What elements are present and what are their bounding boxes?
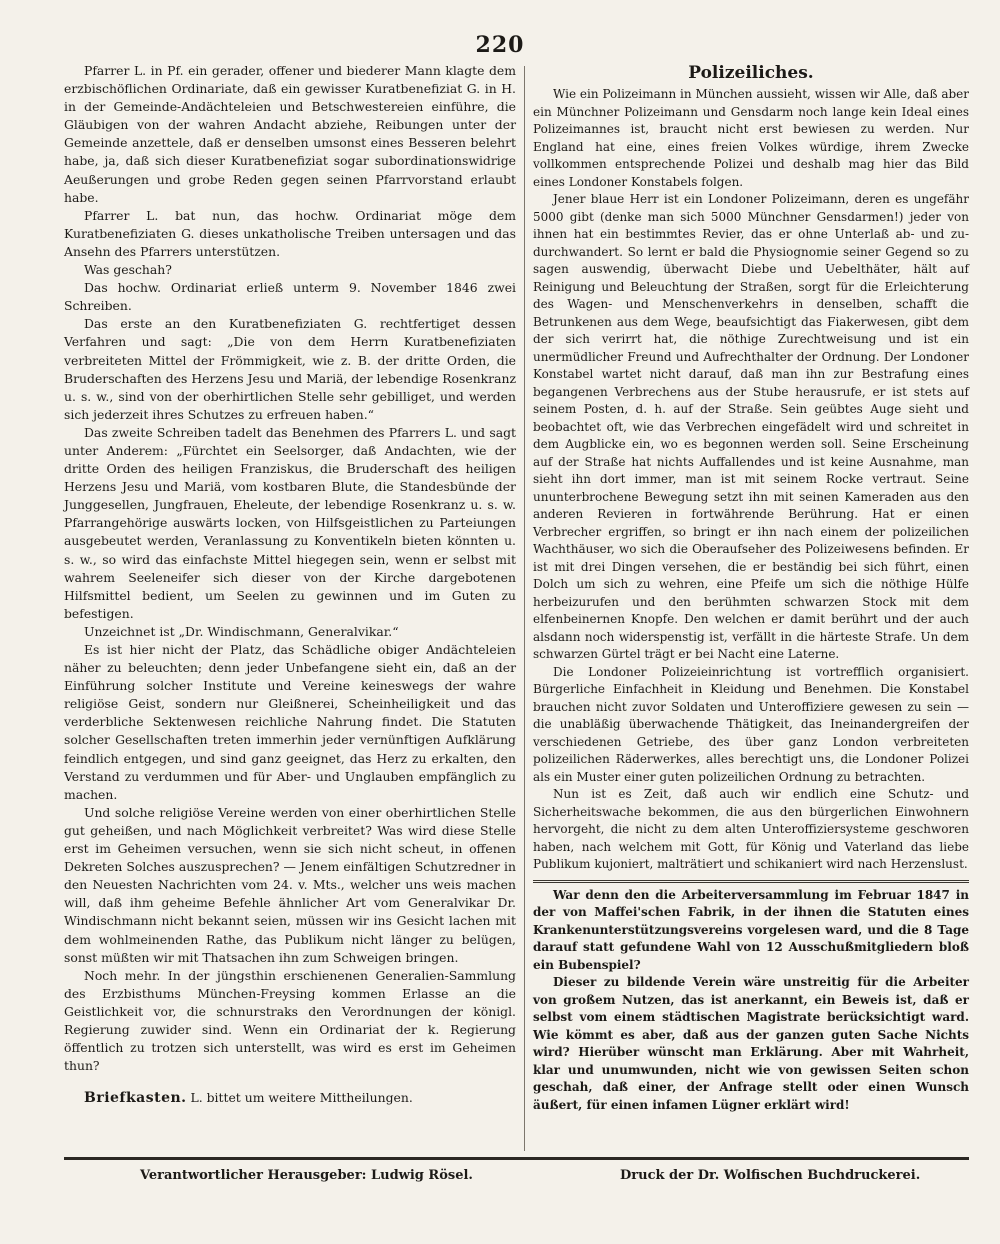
footer-printer: Druck der Dr. Wolfischen Buchdruckerei. xyxy=(620,1168,921,1183)
box-paragraph: War denn den die Arbeiterversammlung im Februar 1847 in der von Maffei'schen Fabrik, in der ihnen die Statuten eines Krankenunterstützungsvereins vorgelesen ward, und die 8 Tage darauf statt gefundene Wahl von 12 Ausschußmitgliedern bloß ein Bubenspiel? xyxy=(533,887,969,972)
paragraph: Jener blaue Herr ist ein Londoner Polizeimann, deren es ungefähr 5000 gibt (denke man sich 5000 Münchner Gensdarmen!) jeder von ihnen hat ein bestimmtes Revier, das er ohne Unterlaß ab- und zu- durchwandert. So lernt er bald die Physiognomie seiner Gegend so zu sagen auswendig, überwacht Diebe und Uebelthäter, hält auf Reinigung und Beleuchtung der Straßen, sorgt für die Erleichterung des Wagen- und Menschenverkehrs in denselben, schafft die Betrunkenen aus dem Wege, beaufsichtigt das Fiakerwesen, gibt dem der sich verirrt hat, die nöthige Zurechtweisung und ist ein unermüdlicher Freund und Aufrechthalter der Ordnung. Der Londoner Konstabel wartet nicht darauf, daß man ihn zur Bestrafung eines begangenen Verbrechens aus der Stube herausrufe, er ist stets auf seinem Posten, d. h. auf der Straße. Sein geübtes Auge sieht und beobachtet oft, wie das Verbrechen eingefädelt wird und schreitet in dem Augblicke ein, wo es begonnen werden soll. Seine Erscheinung auf der Straße hat nichts Auffallendes und ist keine Ausnahme, man sieht ihn dort immer, man ist mit seinem Rocke vertraut. Seine ununterbrochene Bewegung setzt ihn mit seinen Kameraden aus den anderen Revieren in fortwährende Berührung. Hat er einen Verbrecher ergriffen, so bringt er ihn nach einem der polizeilichen Wachthäuser, wo sich die Oberaufseher des Polizeiwesens befinden. Er ist mit drei Dingen versehen, die er beständig bei sich führt, einen Dolch um sich zu wehren, eine Pfeife um sich die nöthige Hülfe herbeizurufen und den berühmten schwarzen Stock mit dem elfenbeinernen Knopfe. Den welchen er damit berührt und der auch alsdann noch widerspenstig ist, verfällt in die härteste Strafe. Un dem schwarzen Gürtel trägt er bei Nacht eine Laterne. xyxy=(533,192,969,661)
paragraph: Wie ein Polizeimann in München aussieht, wissen wir Alle, daß aber ein Münchner Polizeimann und Gensdarm noch lange kein Ideal eines Polizeimannes ist, braucht nicht erst bewiesen zu werden. Nur England hat eine, eines freien Volkes würdige, ihrem Zwecke vollkommen entsprechende Polizei und deshalb mag hier das Bild eines Londoner Konstabels folgen. xyxy=(533,87,969,189)
paragraph: Unzeichnet ist „Dr. Windischmann, Generalvikar.“ xyxy=(84,623,399,639)
paragraph: Und solche religiöse Vereine werden von einer oberhirtlichen Stelle gut geheißen, und nach Möglichkeit verbreitet? Was wird diese Stelle erst im Geheimen versuchen, wenn sie sich nicht scheut, in offenen Dekreten Solches auszusprechen? — Jenem einfältigen Schutzredner in den Neuesten Nachrichten vom 24. v. Mts., welcher uns weis machen will, daß ihm geheime Befehle ähnlicher Art vom Generalvikar Dr. Windischmann nicht bekannt seien, müssen wir ins Gesicht lachen mit dem wohlmeinenden Rathe, das Publikum nicht länger zu belügen, sonst müßten wir mit Thatsachen ihn zum Schweigen bringen. xyxy=(64,804,516,965)
paragraph: Pfarrer L. in Pf. ein gerader, offener und biederer Mann klagte dem erzbischöflichen Ordinariate, daß ein gewisser Kuratbenefiziat G. in H. in der Gemeinde-Andächteleien und Betschwestereien einführe, die Gläubigen von der wahren Andacht abziehe, Reibungen unter der Gemeinde anzettele, daß er denselben umsonst eines Besseren belehrt habe, ja, daß sich dieser Kuratbenefiziat sogar subordinationswidrige Aeußerungen und grobe Reden gegen seinen Pfarrvorstand erlaubt habe. xyxy=(64,63,516,205)
box-paragraph: Dieser zu bildende Verein wäre unstreitig für die Arbeiter von großem Nutzen, das ist anerkannt, ein Beweis ist, daß er selbst vom einem städtischen Magistrate berücksichtigt ward. Wie kömmt es aber, daß aus der ganzen guten Sache Nichts wird? Hierüber wünscht man Erklärung. Aber mit Wahrheit, klar und unumwunden, nicht wie von gewissen Seiten schon geschah, daß einer, der Anfrage stellt oder einen Wunsch äußert, für einen infamen Lügner erklärt wird! xyxy=(533,975,969,1112)
paragraph: Was geschah? xyxy=(84,262,172,278)
paragraph: Pfarrer L. bat nun, das hochw. Ordinariat möge dem Kuratbenefiziaten G. dieses unkatholische Treiben untersagen und das Ansehn des Pfarrers unterstützen. xyxy=(64,207,516,259)
page-number: 220 xyxy=(475,32,525,58)
paragraph: Das erste an den Kuratbenefiziaten G. rechtfertiget dessen Verfahren und sagt: „Die von dem Herrn Kuratbenefiziaten verbreiteten Mittel der Frömmigkeit, wie z. B. der dritte Orden, die Bruderschaften des Herzens Jesu und Mariä, der lebendige Rosenkranz u. s. w., sind von der oberhirtlichen Stelle sehr gebilliget, und werden sich jederzeit ihres Schutzes zu erfreuen haben.“ xyxy=(64,316,516,422)
article-heading: Polizeiliches. xyxy=(688,63,814,83)
paragraph: Das hochw. Ordinariat erließ unterm 9. November 1846 zwei Schreiben. xyxy=(64,280,516,314)
footer-rule xyxy=(64,1157,969,1160)
footer-publisher: Verantwortlicher Herausgeber: Ludwig Rösel. xyxy=(140,1168,473,1183)
paragraph: Das zweite Schreiben tadelt das Benehmen des Pfarrers L. und sagt unter Anderem: „Fürchtet ein Seelsorger, daß Andachten, wie der dritte Orden des heiligen Franziskus, die Bruderschaft des heiligen Herzens Jesu und Mariä, vom kostbaren Blute, die Standesbünde der Junggesellen, Jungfrauen, Eheleute, der lebendige Rosenkranz u. s. w. Pfarrangehörige auswärts locken, von Hilfsgeistlichen zu Parteiungen ausgebeutet werden, Veranlassung zu Konventikeln bieten könnten u. s. w., so wird das einfachste Mittel hiegegen sein, wenn er selbst mit wahrem Seeleneifer sich dieser von der Kirche dargebotenen Hilfsmittel bedient, um Seelen zu gewinnen und im Guten zu befestigen. xyxy=(64,424,516,621)
letterbox xyxy=(64,1089,516,1107)
section-divider xyxy=(533,880,969,883)
column-divider xyxy=(524,66,525,1151)
paragraph: Noch mehr. In der jüngsthin erschienenen Generalien-Sammlung des Erzbisthums München-Freysing kommen Erlasse an die Geistlichkeit vor, die schnurstraks den Verordnungen der königl. Regierung zuwider sind. Wenn ein Ordinariat der k. Regierung öffentlich zu trotzen sich unterstellt, was wird es erst im Geheimen thun? xyxy=(64,967,516,1074)
right-column xyxy=(533,62,969,1142)
left-column xyxy=(64,62,516,1142)
paragraph: Nun ist es Zeit, daß auch wir endlich eine Schutz- und Sicherheitswache bekommen, die aus den bürgerlichen Einwohnern hervorgeht, die nicht zu dem alten Unteroffiziersysteme geschworen haben, nach welchem mit Gott, für König und Vaterland das liebe Publikum kujoniert, malträtiert und schikaniert wird nach Herzenslust. xyxy=(533,787,969,871)
paragraph: Die Londoner Polizeieinrichtung ist vortrefflich organisiert. Bürgerliche Einfachheit in Kleidung und Benehmen. Die Konstabel brauchen nicht zuvor Soldaten und Unteroffiziere gewesen zu sein — die unabläßig überwachende Thätigkeit, das Ineinandergreifen der verschiedenen Getriebe, des über ganz London verbreiteten polizeilichen Räderwerkes, alles berechtigt uns, die Londoner Polizei als ein Muster einer guten polizeilichen Ordnung zu betrachten. xyxy=(533,664,969,784)
letterbox-label: Briefkasten. xyxy=(84,1090,187,1107)
letterbox-text: L. bittet um weitere Mittheilungen. xyxy=(190,1090,413,1106)
paragraph: Es ist hier nicht der Platz, das Schädliche obiger Andächteleien näher zu beleuchten; denn jeder Unbefangene sieht ein, daß an der Einführung solcher Institute und Vereine keineswegs der wahre religiöse Geist, sondern nur Gleißnerei, Scheinheiligkeit und das verderbliche Sektenwesen reichliche Nahrung findet. Die Statuten solcher Gesellschaften treten immerhin jeder vernünftigen Aufklärung feindlich entgegen, und sind ganz geeignet, das Herz zu erkalten, den Verstand zu verdummen und für Aber- und Unglauben empfänglich zu machen. xyxy=(64,642,516,802)
